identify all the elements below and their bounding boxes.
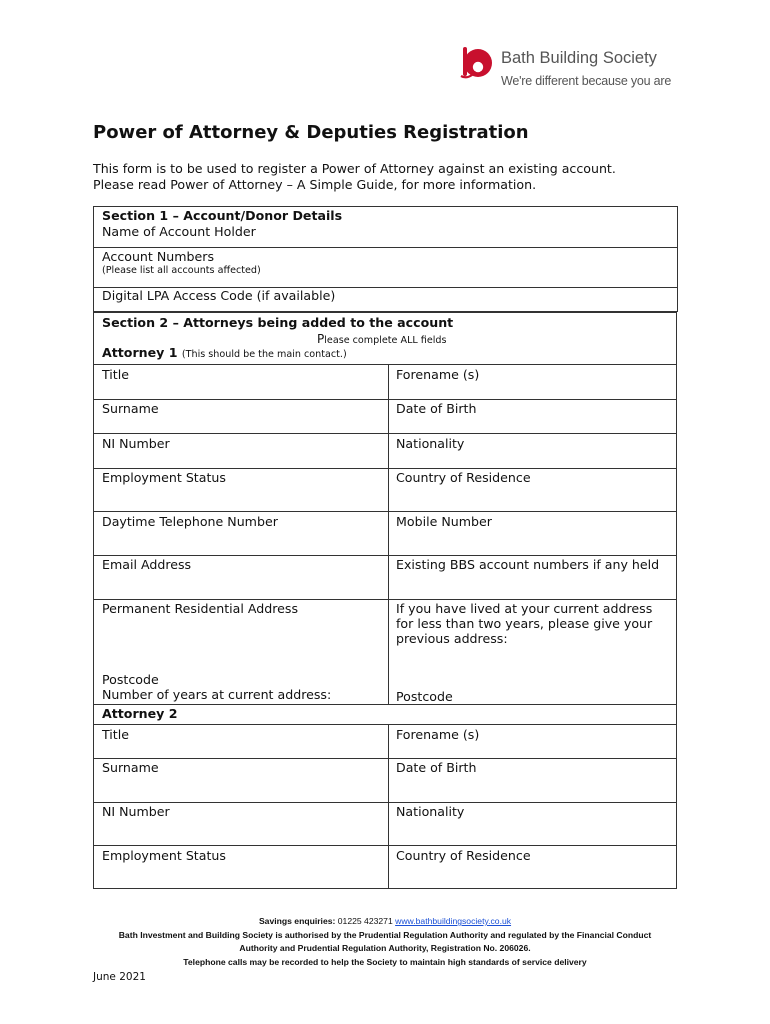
divider [94, 511, 676, 512]
intro-line: This form is to be used to register a Power of Attorney against an existing account. [93, 161, 616, 176]
a1-ni-field[interactable]: NI Number [102, 436, 170, 451]
previous-address-line: for less than two years, please give your [396, 616, 653, 631]
a1-previous-address-field[interactable] [396, 601, 652, 646]
section-2-note [317, 332, 447, 346]
divider [94, 468, 676, 469]
intro-text [93, 161, 616, 193]
section-2-heading: Section 2 – Attorneys being added to the account [102, 315, 454, 330]
logo-tagline: We're different because you are [501, 74, 672, 88]
bbs-logo-icon [458, 46, 496, 80]
account-numbers-label: Account Numbers [102, 249, 215, 264]
a1-previous-postcode-field[interactable]: Postcode [396, 689, 453, 704]
a1-surname-field[interactable]: Surname [102, 401, 159, 416]
a1-existing-accounts-field[interactable]: Existing BBS account numbers if any held [396, 557, 660, 572]
a2-ni-field[interactable]: NI Number [102, 804, 170, 819]
footer-recording-notice: Telephone calls may be recorded to help the Society to maintain high standards of service delivery [183, 957, 587, 967]
divider [94, 364, 676, 365]
section-2-note-rest: lease complete ALL fields [324, 335, 447, 346]
a1-email-field[interactable]: Email Address [102, 557, 192, 572]
lpa-code-row[interactable] [94, 287, 677, 311]
section-2-box [93, 312, 677, 889]
section-1-heading: Section 1 – Account/Donor Details [102, 208, 343, 223]
account-numbers-note: (Please list all accounts affected) [102, 265, 261, 276]
section-1-box [93, 206, 678, 312]
a1-forename-field[interactable]: Forename (s) [396, 367, 480, 382]
footer-enquiries [0, 916, 770, 926]
a2-surname-field[interactable]: Surname [102, 760, 159, 775]
a2-employment-field[interactable]: Employment Status [102, 848, 226, 863]
attorney-1-heading [102, 345, 347, 360]
footer-phone: 01225 423271 [337, 916, 393, 926]
previous-address-line: If you have lived at your current address [396, 601, 653, 616]
a1-years-at-address-field[interactable]: Number of years at current address: [102, 687, 332, 702]
a1-dob-field[interactable]: Date of Birth [396, 401, 477, 416]
a1-postcode-field[interactable]: Postcode [102, 672, 159, 687]
logo-name: Bath Building Society [501, 49, 657, 67]
divider [94, 704, 676, 705]
a1-address-field[interactable]: Permanent Residential Address [102, 601, 299, 616]
divider [94, 599, 676, 600]
divider [94, 724, 676, 725]
a2-nationality-field[interactable]: Nationality [396, 804, 465, 819]
a2-forename-field[interactable]: Forename (s) [396, 727, 480, 742]
previous-address-line: previous address: [396, 631, 508, 646]
a1-title-field[interactable]: Title [102, 367, 129, 382]
divider [94, 555, 676, 556]
divider [94, 758, 676, 759]
column-divider [388, 724, 389, 889]
document-date: June 2021 [93, 971, 146, 983]
lpa-code-label: Digital LPA Access Code (if available) [102, 288, 336, 303]
attorney-1-heading-text: Attorney 1 [102, 345, 178, 360]
divider [94, 845, 676, 846]
a2-dob-field[interactable]: Date of Birth [396, 760, 477, 775]
section-2-note-first: P [317, 332, 325, 346]
a1-nationality-field[interactable]: Nationality [396, 436, 465, 451]
account-holder-row[interactable] [94, 207, 677, 248]
a1-day-phone-field[interactable]: Daytime Telephone Number [102, 514, 278, 529]
footer-enquiries-label: Savings enquiries: [258, 916, 336, 926]
a2-title-field[interactable]: Title [102, 727, 129, 742]
divider [94, 802, 676, 803]
footer-regulation: Bath Investment and Building Society is authorised by the Prudential Regulation Authority and regulated by the Financial Conduct [118, 930, 652, 940]
bbs-logo [458, 44, 688, 94]
a1-employment-field[interactable]: Employment Status [102, 470, 226, 485]
a1-mobile-field[interactable]: Mobile Number [396, 514, 492, 529]
column-divider [388, 364, 389, 704]
a2-country-field[interactable]: Country of Residence [396, 848, 531, 863]
divider [94, 433, 676, 434]
attorney-1-note: (This should be the main contact.) [181, 349, 347, 360]
account-numbers-row[interactable] [94, 247, 677, 288]
attorney-2-heading: Attorney 2 [102, 706, 178, 721]
intro-line: Please read Power of Attorney – A Simple Guide, for more information. [93, 177, 537, 192]
account-holder-label: Name of Account Holder [102, 224, 256, 239]
footer-registration: Authority and Prudential Regulation Authority, Registration No. 206026. [239, 943, 531, 953]
divider [94, 399, 676, 400]
page-title: Power of Attorney & Deputies Registration [93, 122, 529, 143]
a1-country-field[interactable]: Country of Residence [396, 470, 531, 485]
footer-website-link[interactable]: www.bathbuildingsociety.co.uk [395, 916, 512, 926]
